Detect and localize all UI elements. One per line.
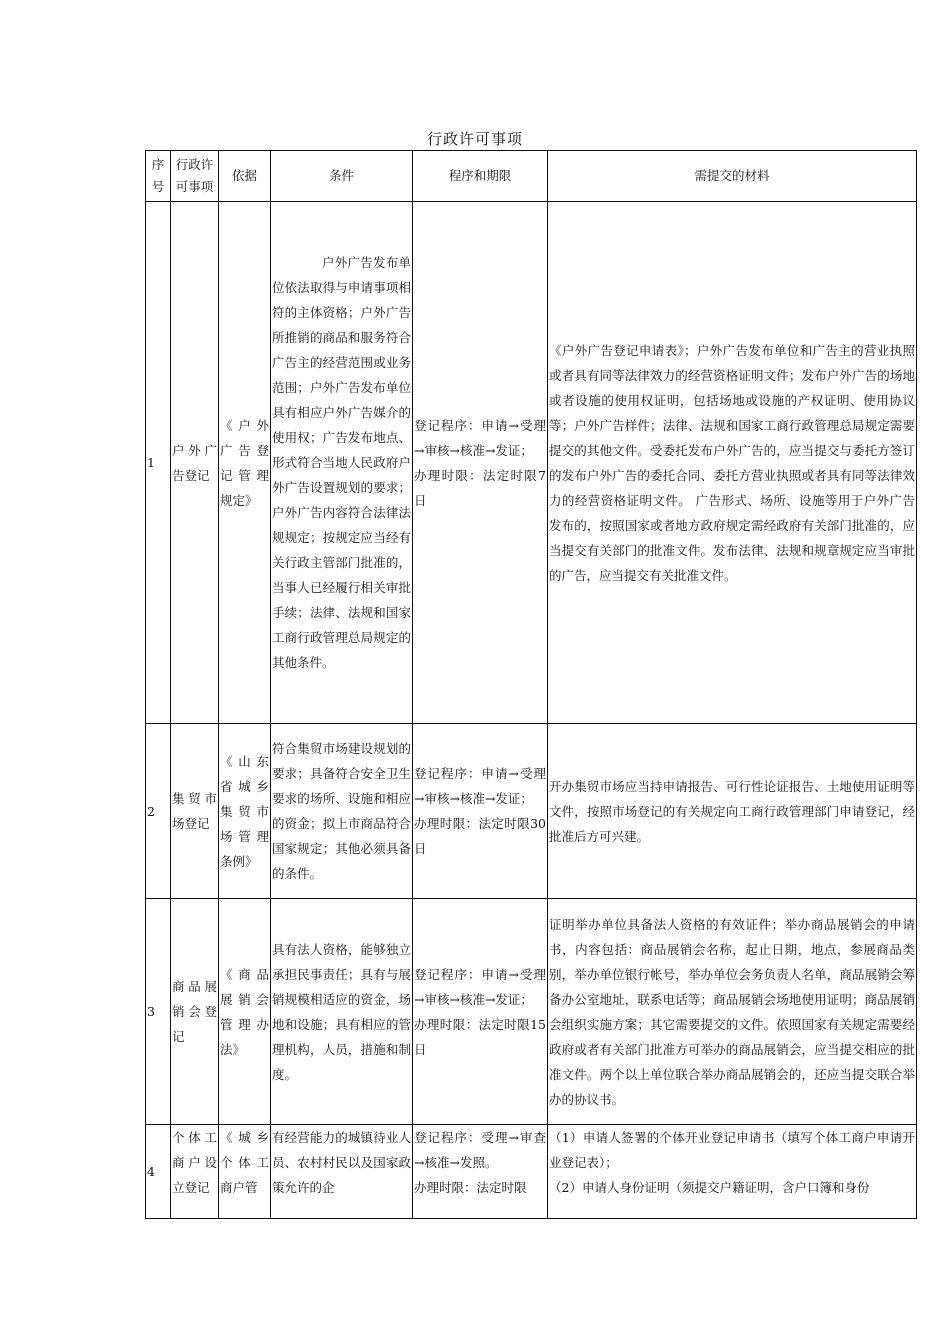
row-materials xyxy=(548,1125,917,1219)
procedure-steps: 登记程序：申请→受理→审核→核准→发证； xyxy=(414,417,546,458)
table-row xyxy=(146,1125,917,1219)
table-row xyxy=(146,899,917,1125)
procedure-steps: 登记程序：受理→审查→核准→发照。 xyxy=(414,1130,546,1170)
procedure-time: 办理时限：法定时限7日 xyxy=(414,467,546,508)
row-item: 商品展销会登记 xyxy=(171,899,219,1125)
row-condition: 有经营能力的城镇待业人员、农村村民以及国家政策允许的企 xyxy=(271,1125,413,1219)
row-procedure xyxy=(413,1125,548,1219)
procedure-time: 办理时限：法定时限 xyxy=(414,1180,527,1195)
row-basis: 《山东省城乡集贸市场管理条例》 xyxy=(219,724,271,899)
row-condition: 符合集贸市场建设规划的要求；具备符合安全卫生要求的场所、设施和相应的资金；拟上市商品符合国家规定；其他必须具备的条件。 xyxy=(271,724,413,899)
header-seq: 序号 xyxy=(146,151,171,202)
row-item: 集贸市场登记 xyxy=(171,724,219,899)
row-seq: 1 xyxy=(146,202,171,724)
row-seq: 3 xyxy=(146,899,171,1125)
row-seq: 4 xyxy=(146,1125,171,1219)
page-title: 行政许可事项 xyxy=(426,130,523,148)
header-condition: 条件 xyxy=(271,151,413,202)
table-row xyxy=(146,724,917,899)
row-materials: 证明举办单位具备法人资格的有效证件；举办商品展销会的申请书，内容包括：商品展销会名称，起止日期，地点，参展商品类别，举办单位银行帐号，举办单位会务负责人名单，商品展销会筹备办公室地址，联系电话等；商品展销会场地使用证明；商品展销会组织实施方案；其它需要提交的文件。依照国家有关规定需要经政府或者有关部门批准方可举办的商品展销会，应当提交相应的批准文件。两个以上单位联合举办商品展销会的，还应当提交联合举办的协议书。 xyxy=(548,899,917,1125)
row-condition: 户外广告发布单位依法取得与申请事项相符的主体资格；户外广告所推销的商品和服务符合广告主的经营范围或业务范围；户外广告发布单位具有相应户外广告媒介的使用权；广告发布地点、形式符合当地人民政府户外广告设置规划的要求；户外广告内容符合法律法规规定；按规定应当经有关行政主管部门批准的，当事人已经履行相关审批手续；法律、法规和国家工商行政管理总局规定的其他条件。 xyxy=(271,202,413,724)
row-basis: 《城乡个体工商户管 xyxy=(219,1125,271,1219)
table-row xyxy=(146,202,917,724)
permit-table xyxy=(145,150,917,1219)
row-seq: 2 xyxy=(146,724,171,899)
row-item: 户外广告登记 xyxy=(171,202,219,724)
row-item: 个体工商户设立登记 xyxy=(171,1125,219,1219)
procedure-steps: 登记程序：申请→受理→审核→核准→发证； xyxy=(414,766,546,806)
procedure-steps: 登记程序：申请→受理→审核→核准→发证； xyxy=(414,966,546,1007)
procedure-time: 办理时限：法定时限30日 xyxy=(414,816,546,856)
materials-item-1: （1）申请人签署的个体开业登记申请书（填写个体工商户申请开业登记表）； xyxy=(549,1130,915,1170)
row-procedure xyxy=(413,724,548,899)
row-materials: 开办集贸市场应当持申请报告、可行性论证报告、土地使用证明等文件，按照市场登记的有关规定向工商行政管理部门申请登记，经批准后方可兴建。 xyxy=(548,724,917,899)
row-basis: 《户外广告登记管理规定》 xyxy=(219,202,271,724)
row-materials: 《户外广告登记申请表》；户外广告发布单位和广告主的营业执照或者具有同等法律效力的经营资格证明文件；发布户外广告的场地或者设施的使用权证明，包括场地或设施的产权证明、使用协议等；户外广告样件；法律、法规和国家工商行政管理总局规定需要提交的其他文件。受委托发布户外广告的，应当提交与委托方签订的发布户外广告的委托合同、委托方营业执照或者具有同等法律效力的经营资格证明文件。 广告形式、场所、设施等用于户外广告发布的，按照国家或者地方政府规定需经政府有关部门批准的，应当提交有关部门的批准文件。发布法律、法规和规章规定应当审批的广告，应当提交有关批准文件。 xyxy=(548,202,917,724)
row-procedure xyxy=(413,202,548,724)
header-procedure: 程序和期限 xyxy=(413,151,548,202)
header-item: 行政许可事项 xyxy=(171,151,219,202)
header-materials: 需提交的材料 xyxy=(548,151,917,202)
row-basis: 《商品展销会管理办法》 xyxy=(219,899,271,1125)
procedure-time: 办理时限：法定时限15日 xyxy=(414,1016,546,1057)
materials-item-2: （2）申请人身份证明（须提交户籍证明，含户口簿和身份 xyxy=(549,1180,870,1195)
header-basis: 依据 xyxy=(219,151,271,202)
row-condition: 具有法人资格，能够独立承担民事责任；具有与展销规模相适应的资金，场地和设施；具有相应的管理机构，人员，措施和制度。 xyxy=(271,899,413,1125)
row-procedure xyxy=(413,899,548,1125)
table-header-row xyxy=(146,151,917,202)
